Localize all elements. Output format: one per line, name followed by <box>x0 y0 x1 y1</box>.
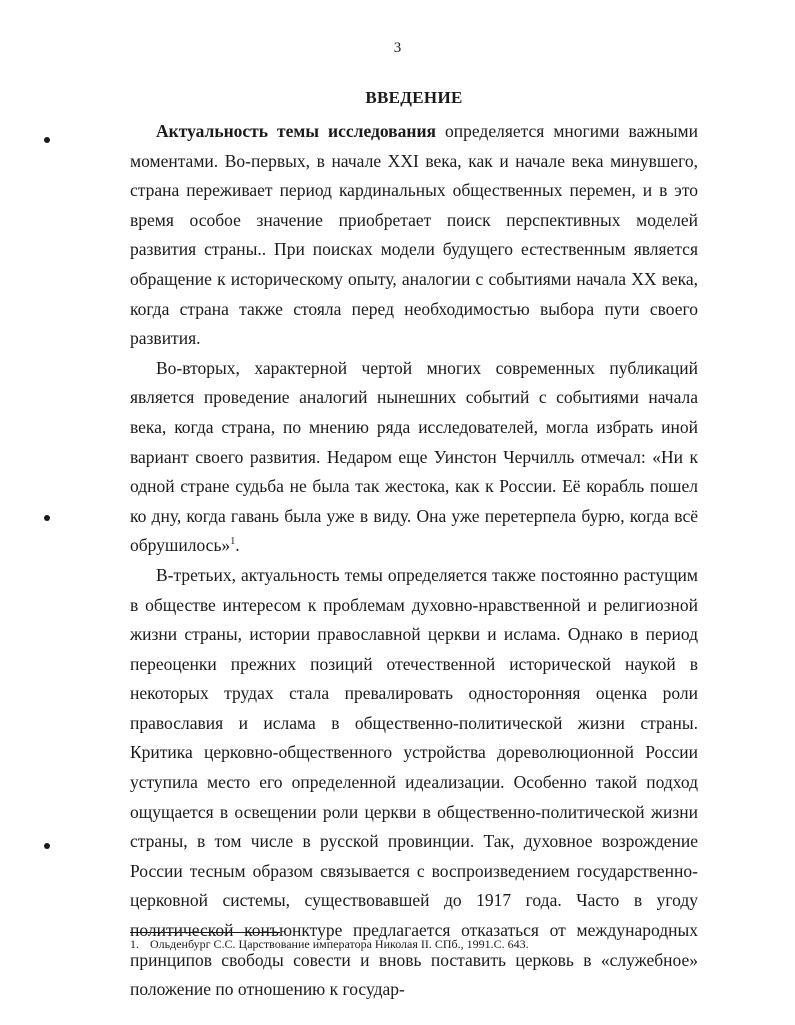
paragraph-text: Во-вторых, характерной чертой многих современных публикаций является проведение аналогий нынешних событий с событиями начала века, когда страна, по мнению ряда исследователей, могла избрать иной вариант своего развития. Недаром еще Уинстон Черчилль отмечал: «Ни к одной стране судьба не была так жестока, как к России. Её корабль пошел ко дну, когда гавань была уже в виду. Она уже перетерпела бурю, когда всё обрушилось» <box>130 357 698 556</box>
footnote-reference[interactable]: 1 <box>230 536 236 548</box>
paragraph-secondly <box>130 354 698 561</box>
body-text <box>130 117 698 1005</box>
page-heading: ВВЕДЕНИЕ <box>365 88 463 107</box>
footnote-number: 1. <box>130 937 139 951</box>
punch-mark-bottom <box>44 843 50 849</box>
paragraph-relevance <box>130 117 698 354</box>
footnote-text: Ольденбург С.С. Царствование императора Николая II. СПб., 1991.С. 643. <box>150 937 529 951</box>
punch-mark-middle <box>44 515 50 521</box>
footnote <box>130 936 698 952</box>
punch-mark-top <box>44 137 50 143</box>
footnote-rule <box>130 932 280 933</box>
paragraph-end-punctuation: . <box>235 535 240 556</box>
paragraph-text: определяется многими важными моментами. Во-первых, в начале XXI века, как и начале века минувшего, страна переживает период кардинальных общественных перемен, и в это время особое значение приобретает поиск перспективных моделей развития страны.. При поисках модели будущего естественным является обращение к историческому опыту, аналогии с событиями начала XX века, когда страна также стояла перед необходимостью выбора пути своего развития. <box>130 121 698 349</box>
paragraph-lead-bold: Актуальность темы исследования <box>156 121 436 141</box>
page-number: 3 <box>393 40 402 56</box>
paragraph-text: В-третьих, актуальность темы определяется также постоянно растущим в обществе интересом к проблемам духовно-нравственной и религиозной жизни страны, истории православной церкви и ислама. Однако в период переоценки прежних позиций отечественной исторической наукой в некоторых трудах стала превалировать односторонняя оценка роли православия и ислама в общественно-политической жизни страны. Критика церковно-общественного устройства дореволюционной России уступила место его определенной идеализации. Особенно такой подход ощущается в освещении роли церкви в общественно-политической жизни страны, в том числе в русской провинции. Так, духовное возрождение России тесным образом связывается с воспроизведением государственно-церковной системы, существовавшей до 1917 года. Часто в угоду политической конъюнктуре предлагается отказаться от международных принципов свободы совести и вновь поставить церковь в «служебное» положение по отношению к государ- <box>130 564 698 1000</box>
